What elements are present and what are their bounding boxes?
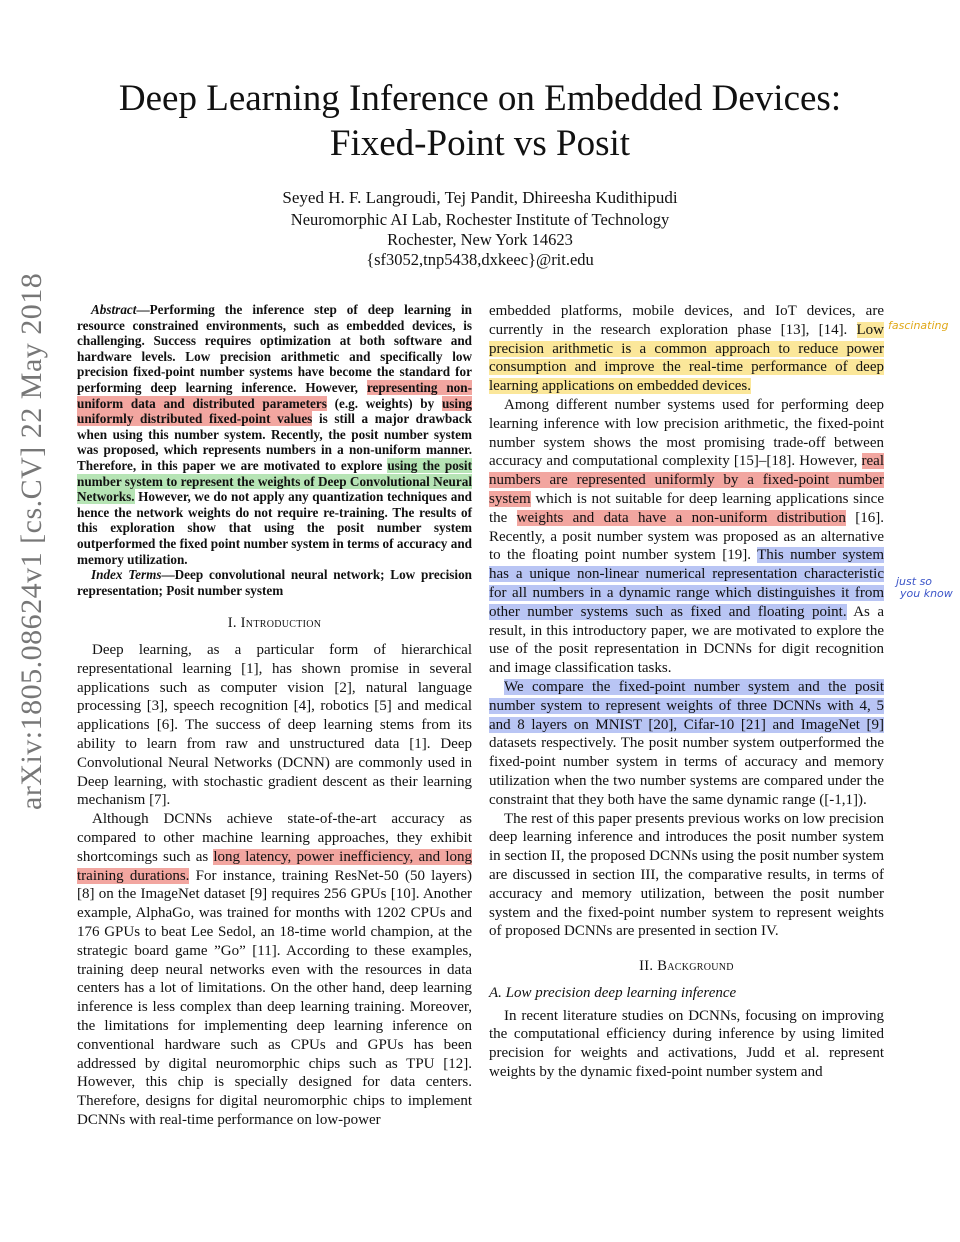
subsection-heading: A. Low precision deep learning inference bbox=[489, 984, 737, 1001]
arxiv-sidebar-stamp: arXiv:1805.08624v1 [cs.CV] 22 May 2018 bbox=[15, 272, 48, 810]
annotation-fascinating: fascinating bbox=[888, 319, 949, 332]
paragraph-text: As a result, in this introductory paper, we are motivated to explore the use of the posit representation in DCNNs for digit recognition and image classification tasks. bbox=[489, 603, 885, 677]
author-affiliation: Neuromorphic AI Lab, Rochester Institute of Technology bbox=[290, 210, 670, 229]
highlight-blue: This number system has a unique non-linear numerical representation characteristic for all numbers in a dynamic range which distinguishes it from other number systems such as fixed and floating point. bbox=[489, 547, 884, 620]
highlight-red: long latency, power inefficiency, and long training durations. bbox=[77, 848, 472, 884]
author-emails: {sf3052,tnp5438,dxkeec}@rit.edu bbox=[366, 250, 594, 269]
intro-paragraph-5: The rest of this paper presents previous works on low precision deep learning inference and introduces the posit number system in section II, the proposed DCNNs using the posit number system are discussed in section III, the comparative results, in terms of accuracy and memory utilization, between the posit number system and the fixed-point number system to represent weights of proposed DCNNs are presented in section IV. bbox=[489, 810, 884, 940]
paragraph-text: which is not suitable for deep learning applications since the bbox=[489, 490, 884, 526]
author-address: Rochester, New York 14623 bbox=[387, 230, 573, 249]
paragraph-text: Among different number systems used for performing deep learning inference with low precision arithmetic, the fixed-point number system shows the most promising trade-off between accuracy and computational complexity [15]–[18]. However, bbox=[489, 396, 884, 470]
intro-paragraph-2-cont bbox=[489, 302, 884, 396]
intro-paragraph-3 bbox=[489, 396, 884, 678]
abstract-text: —Performing the inference step of deep learning in resource constrained environments, such as embedded devices, is challenging. Success requires optimization at both software and hardware levels. Low precision arithmetic and specifically low precision fixed-point number systems have become the standard for performing deep learning inference. However, bbox=[77, 302, 472, 395]
section-heading-background: II. Background bbox=[639, 958, 734, 975]
annotation-just-so: just so bbox=[896, 575, 933, 588]
paragraph-text: For instance, training ResNet-50 (50 layers) [8] on the ImageNet dataset [9] requires 256 GPUs [10]. Another example, AlphaGo, was trained for months with 1202 CPUs and 176 GPUs to beat Lee Sedol, an 18-time world champion, at the strategic board game ”Go” [11]. According to these examples, training deep neural networks even with the resources in data centers has a lot of limitations. On the other hand, deep learning inference is less complex than deep learning training. Moreover, the limitations for implementing deep learning inference on conventional hardware such as CPUs and GPUs has been addressed by digital neuromorphic chips such as TPU [12]. However, this chip is specially designed for data centers. Therefore, designs for digital neuromorphic chips to implement DCNNs with real-time performance on low-power bbox=[77, 867, 472, 1128]
author-names: Seyed H. F. Langroudi, Tej Pandit, Dhireesha Kudithipudi bbox=[282, 188, 678, 207]
right-column bbox=[489, 302, 884, 1082]
paragraph-text: datasets respectively. The posit number system outperformed the fixed-point number system in terms of accuracy and memory utilization when the two number systems are compared under the constraint that they both have the same dynamic range ([-1,1]). bbox=[489, 735, 884, 808]
highlight-red: representing non-uniform data and distributed parameters bbox=[77, 379, 472, 411]
intro-paragraph-2 bbox=[77, 810, 472, 1130]
abstract-text: However, we do not apply any quantization techniques and hence the network weights do not require re-training. The results of this exploration show that using the posit number system outperformed the fixed point number system in terms of accuracy and memory utilization. bbox=[77, 489, 472, 567]
author-block bbox=[60, 188, 900, 270]
highlight-red: weights and data have a non-uniform distribution bbox=[516, 509, 846, 526]
section-heading-introduction: I. Introduction bbox=[227, 615, 322, 632]
paper-title bbox=[60, 76, 900, 166]
title-line-1: Deep Learning Inference on Embedded Devices: bbox=[118, 78, 842, 119]
highlight-green: using the posit number system to represent the weights of Deep Convolutional Neural Networks. bbox=[77, 457, 472, 505]
index-terms-text: —Deep convolutional neural network; Low precision representation; Posit number system bbox=[77, 567, 472, 598]
paragraph-text: [16]. Recently, a posit number system was proposed as an alternative to the floating point number system [19]. bbox=[489, 509, 884, 564]
intro-paragraph-4 bbox=[489, 678, 884, 810]
intro-paragraph-1: Deep learning, as a particular form of hierarchical representational learning [1], has shown promise in several applications such as computer vision [2], natural language processing [3], speech recognition [4], robotics [5] and medical applications [6]. The success of deep learning stems from its ability to learn from raw and unstructured data [1]. Deep Convolutional Neural Networks (DCNN) are commonly used in Deep learning, with stochastic gradient descent as their learning mechanism [7]. bbox=[77, 642, 472, 809]
title-line-2: Fixed-Point vs Posit bbox=[329, 123, 631, 164]
paragraph-text: embedded platforms, mobile devices, and IoT devices, are currently in the research exploration phase [13], [14]. bbox=[489, 303, 884, 338]
highlight-blue: We compare the fixed-point number system and the posit number system to represent weights of three DCNNs with 4, 5 and 8 layers on MNIST [20], Cifar-10 [21] and ImageNet [9] bbox=[489, 678, 884, 733]
index-terms-label: Index Terms bbox=[91, 567, 162, 583]
abstract-text: (e.g. weights) by bbox=[326, 395, 442, 411]
abstract bbox=[77, 302, 472, 598]
left-column bbox=[77, 302, 472, 1130]
abstract-label: Abstract bbox=[91, 302, 137, 317]
highlight-red: using uniformly distributed fixed-point values bbox=[77, 395, 472, 427]
highlight-red: real numbers are represented uniformly by a fixed-point number system bbox=[489, 453, 884, 507]
paragraph-text: Although DCNNs achieve state-of-the-art accuracy as compared to other machine learning approaches, they exhibit shortcomings such as bbox=[77, 811, 472, 865]
abstract-text: is still a major drawback when using this number system. Recently, the posit number system was proposed, which represents numbers in a non-uniform manner. Therefore, in this paper we are motivated to explore bbox=[77, 411, 472, 473]
highlight-yellow: Low precision arithmetic is a common approach to reduce power consumption and improve the real-time performance of deep learning applications on embedded devices. bbox=[489, 321, 884, 395]
annotation-you-know: you know bbox=[900, 587, 953, 600]
background-paragraph-1: In recent literature studies on DCNNs, focusing on improving the computational efficiency during inference by using limited precision for weights and activations, Judd et al. represent weights by the dynamic fixed-point number system and bbox=[489, 1007, 884, 1081]
